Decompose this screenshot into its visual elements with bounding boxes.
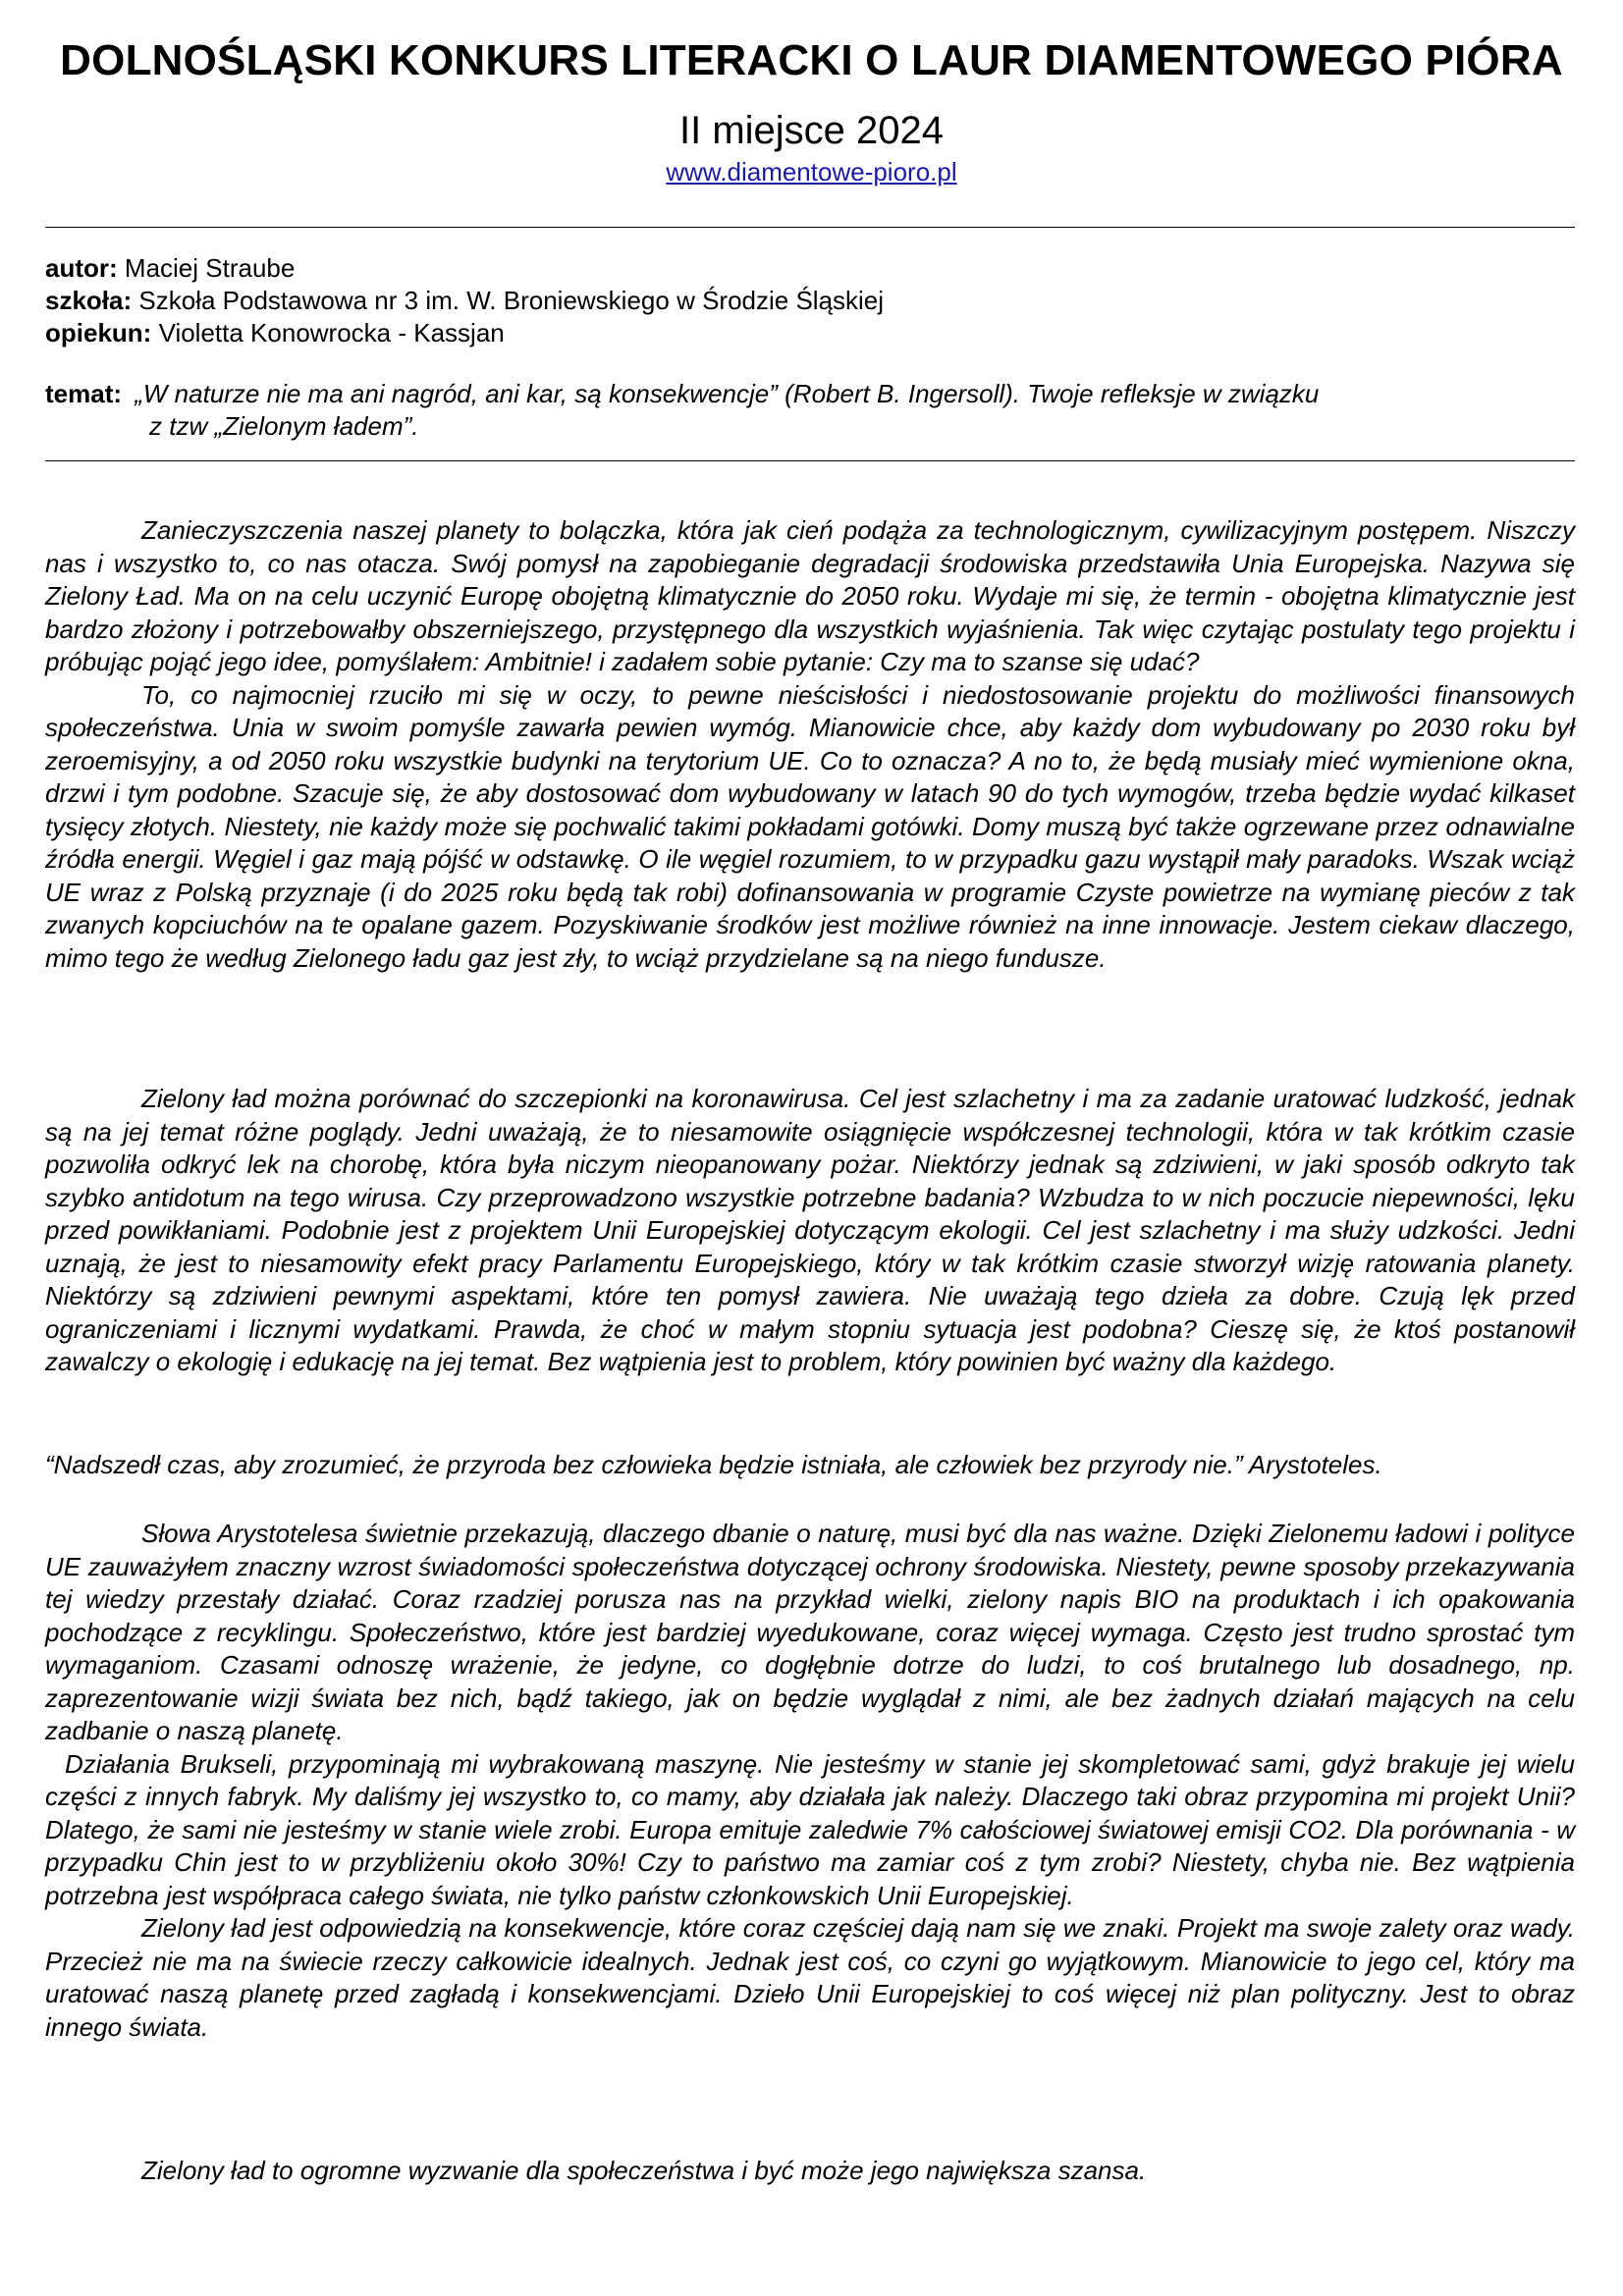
- topic-line-1: [45, 378, 1577, 410]
- school-row: [45, 285, 1577, 317]
- website-link[interactable]: www.diamentowe-pioro.pl: [666, 157, 957, 187]
- topic-line-2: z tzw „Zielonym ładem”.: [149, 411, 419, 441]
- author-row: [45, 252, 1577, 285]
- essay-paragraph-2: To, co najmocniej rzuciło mi się w oczy, to pewne nieścisłości i niedostosowanie projektu do możliwości finansowych społeczeństwa. Unia w swoim pomyśle zawarła pewien wymóg. Mianowicie chce, aby każdy dom wybudowany po 2030 roku był zeroemisyjny, a od 2050 roku wszystkie budynki na terytorium UE. Co to oznacza? A no to, że będą musiały mieć wymienione okna, drzwi i tym podobne. Szacuje się, że aby dostosować dom wybudowany w latach 90 do tych wymogów, trzeba będzie wydać kilkaset tysięcy złotych. Niestety, nie każdy może się pochwalić takimi pokładami gotówki. Domy muszą być także ogrzewane przez odnawialne źródła energii. Węgiel i gaz mają pójść w odstawkę. O ile węgiel rozumiem, to w przypadku gazu wystąpił mały paradoks. Wszak wciąż UE wraz z Polską przyznaje (i do 2025 roku będą tak robi) dofinansowania w programie Czyste powietrze na wymianę pieców z tak zwanych kopciuchów na te opalane gazem. Pozyskiwanie środków jest możliwe również na inne innowacje. Jestem ciekaw dlaczego, mimo tego że według Zielonego ładu gaz jest zły, to wciąż przydzielane są na niego fundusze.: [45, 679, 1575, 973]
- essay-paragraph-5: Działania Brukseli, przypominają mi wybrakowaną maszynę. Nie jesteśmy w stanie jej skompletować sami, gdyż brakuje jej wielu części z innych fabryk. My daliśmy jej wszystko to, co mamy, aby działała jak należy. Dlaczego taki obraz przypomina mi projekt Unii? Dlatego, że sami nie jesteśmy w stanie wiele zrobi. Europa emituje zaledwie 7% całościowej światowej emisji CO2. Dla porównania - w przypadku Chin jest to w przybliżeniu około 30%! Czy to państwo ma zamiar coś z tym zrobi? Niestety, chyba nie. Bez wątpienia potrzebna jest współpraca całego świata, nie tylko państw członkowskich Unii Europejskiej.: [45, 1748, 1575, 1910]
- tutor-value: Violetta Konowrocka - Kassjan: [158, 318, 505, 347]
- school-label: szkoła:: [45, 286, 133, 315]
- award-place: II miejsce 2024: [678, 109, 945, 152]
- competition-title: DOLNOŚLĄSKI KONKURS LITERACKI O LAUR DIAMENTOWEGO PIÓRA: [60, 36, 1563, 84]
- essay-paragraph-1: Zanieczyszczenia naszej planety to bolączka, która jak cień podąża za technologicznym, cywilizacyjnym postępem. Niszczy nas i wszystko to, co nas otacza. Swój pomysł na zapobieganie degradacji środowiska przedstawiła Unia Europejska. Nazywa się Zielony Ład. Ma on na celu uczynić Europę obojętną klimatycznie do 2050 roku. Wydaje mi się, że termin - obojętna klimatycznie jest bardzo złożony i potrzebowałby obszerniejszego, przystępnego dla wszystkich wyjaśnienia. Tak więc czytając postulaty tego projektu i próbując pojąć jego idee, pomyślałem: Ambitnie! i zadałem sobie pytanie: Czy ma to szanse się udać?: [45, 515, 1575, 676]
- bottom-divider: [45, 460, 1575, 461]
- aristotle-quote: “Nadszedł czas, aby zrozumieć, że przyroda bez człowieka będzie istniała, ale człowiek bez przyrody nie.” Arystoteles.: [45, 1450, 1382, 1479]
- metadata-block: [45, 252, 1577, 349]
- essay-paragraph-7: Zielony ład to ogromne wyzwanie dla społeczeństwa i być może jego największa szansa.: [141, 2156, 1147, 2185]
- top-divider: [45, 227, 1575, 228]
- tutor-label: opiekun:: [45, 318, 152, 347]
- website-link-container: [0, 155, 1623, 188]
- topic-text-1: „W naturze nie ma ani nagród, ani kar, są konsekwencje” (Robert B. Ingersoll). Twoje refleksje w związku: [135, 379, 1320, 408]
- essay-paragraph-3: Zielony ład można porównać do szczepionki na koronawirusa. Cel jest szlachetny i ma za zadanie uratować ludzkość, jednak są na jej temat różne poglądy. Jedni uważają, że to niesamowite osiągnięcie współczesnej technologii, która w tak krótkim czasie pozwoliła odkryć lek na chorobę, która była niczym nieopanowany pożar. Niektórzy jednak są zdziwieni, w jaki sposób odkryto tak szybko antidotum na tego wirusa. Czy przeprowadzono wszystkie potrzebne badania? Wzbudza to w nich poczucie niepewności, lęku przed powikłaniami. Podobnie jest z projektem Unii Europejskiej dotyczącym ekologii. Cel jest szlachetny i ma służy udzkości. Jedni uznają, że jest to niesamowity efekt pracy Parlamentu Europejskiego, który w tak krótkim czasie stworzył wizję ratowania planety. Niektórzy są zdziwieni pewnymi aspektami, które ten pomysł zawiera. Nie uważają tego dzieła za dobre. Czują lęk przed ograniczeniami i licznymi wydatkami. Prawda, że choć w małym stopniu sytuacja jest podobna? Cieszę się, że ktoś postanowił zawalczy o ekologię i edukację na jej temat. Bez wątpienia jest to problem, który powinien być ważny dla każdego.: [45, 1084, 1575, 1376]
- author-label: autor:: [45, 253, 118, 283]
- essay-section-3: [45, 1518, 1575, 2044]
- essay-paragraph-6: Zielony ład jest odpowiedzią na konsekwencje, które coraz częściej dają nam się we znaki. Projekt ma swoje zalety oraz wady. Przecież nie ma na świecie rzeczy całkowicie idealnych. Jednak jest coś, co czyni go wyjątkowym. Mianowicie to jego cel, który ma uratować naszą planetę przed zagładą i konsekwencjami. Dzieło Unii Europejskiej to coś więcej niż plan polityczny. Jest to obraz innego świata.: [45, 1913, 1575, 2042]
- school-value: Szkoła Podstawowa nr 3 im. W. Broniewskiego w Środzie Śląskiej: [138, 286, 885, 315]
- essay-section-4: [45, 2155, 1575, 2188]
- essay-section-2: [45, 1083, 1575, 1379]
- topic-label: temat:: [45, 379, 123, 408]
- essay-section-1: [45, 514, 1575, 975]
- topic-block: [45, 378, 1577, 443]
- author-value: Maciej Straube: [124, 253, 296, 283]
- essay-section-quote: [45, 1449, 1575, 1482]
- essay-paragraph-4: Słowa Arystotelesa świetnie przekazują, dlaczego dbanie o naturę, musi być dla nas ważne. Dzięki Zielonemu ładowi i polityce UE zauważyłem znaczny wzrost świadomości społeczeństwa dotyczącej ochrony środowiska. Niestety, pewne sposoby przekazywania tej wiedzy przestały działać. Coraz rzadziej porusza nas na przykład wielki, zielony napis BIO na produktach i ich opakowania pochodzące z recyklingu. Społeczeństwo, które jest bardziej wyedukowane, coraz więcej wymaga. Często jest trudno sprostać tym wymaganiom. Czasami odnoszę wrażenie, że jedyne, co dogłębnie dotrze do ludzi, to coś brutalnego lub dosadnego, np. zaprezentowanie wizji świata bez nich, bądź takiego, jak on będzie wyglądał z nimi, ale bez żadnych działań mających na celu zadbanie o naszą planetę.: [45, 1519, 1575, 1745]
- tutor-row: [45, 317, 1577, 349]
